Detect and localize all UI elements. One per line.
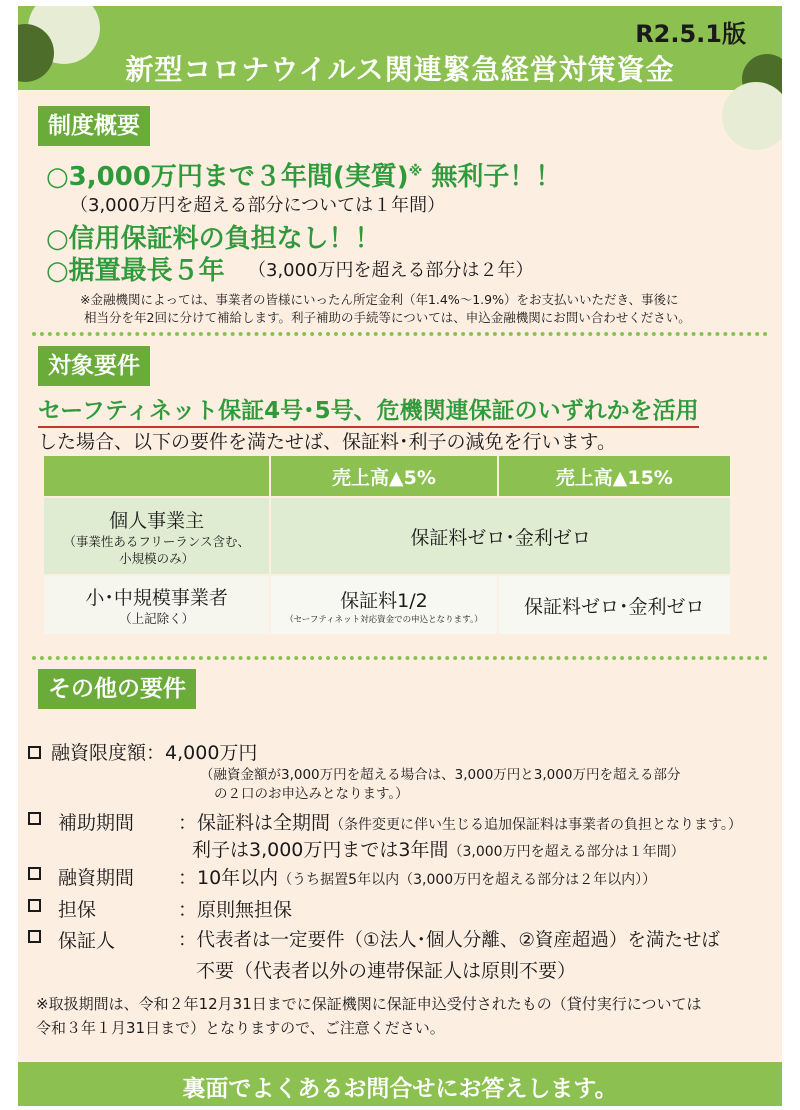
overview-line1-mark: ※ <box>408 163 423 180</box>
deadline-line2: 令和３年１月31日まで）となりますので、ご注意ください。 <box>36 1019 445 1037</box>
row1-sub1: （事業性あるフリーランス含む、 <box>63 533 250 549</box>
decor-circle-light-right <box>722 82 782 150</box>
limit-note2: の２口のお申込みとなります。） <box>214 786 409 802</box>
row2-title: 小･中規模事業者 <box>85 587 228 609</box>
collateral-label: 担保 <box>58 899 97 921</box>
limit-label: 融資限度額： <box>51 742 166 764</box>
dotted-divider <box>32 656 768 660</box>
overview-line3-main: ○据置最長５年 <box>46 256 225 286</box>
overview-note-line1: ※金融機関によっては、事業者の皆様にいったん所定金利（年1.4%～1.9%）をお支払いいただき、事後に <box>80 292 679 307</box>
flyer-page <box>18 6 782 1106</box>
period-value: ：10年以内 <box>178 867 279 889</box>
limit-value: 4,000万円 <box>165 742 258 764</box>
subsidy-line1 <box>178 808 742 835</box>
page-title: 新型コロナウイルス関連緊急経営対策資金 <box>125 53 675 86</box>
overview-line2: ○信用保証料の負担なし！！ <box>46 224 381 254</box>
collateral-value: ：原則無担保 <box>178 899 293 921</box>
table-header-row <box>43 455 731 497</box>
row2-col1: 保証料1/2 <box>340 589 428 612</box>
row-header-sole-proprietor <box>43 497 270 575</box>
footer-text: 裏面でよくあるお問合せにお答えします。 <box>182 1076 618 1102</box>
row2-sub: （上記除く） <box>119 611 195 626</box>
subsidy-note1: （条件変更に伴い生じる追加保証料は事業者の負担となります。） <box>330 817 742 833</box>
requirements-intro: した場合、以下の要件を満たせば、保証料･利子の減免を行います。 <box>38 431 616 453</box>
row2-col1-note: （セーフティネット対応資金での申込となります。） <box>285 614 483 625</box>
overview-line3-sub: （3,000万円を超える部分は２年） <box>248 260 534 281</box>
checkbox-square-icon <box>28 812 41 825</box>
row2-col1-cell <box>270 575 497 635</box>
row1-sub2: 小規模のみ） <box>119 550 195 566</box>
table-row <box>43 575 731 635</box>
section-label-overview: 制度概要 <box>38 106 150 146</box>
subsidy-value1: ：保証料は全期間 <box>178 812 331 834</box>
subsidy-line2 <box>192 835 685 862</box>
subsidy-label: 補助期間 <box>58 812 135 834</box>
overview-line1 <box>46 156 561 193</box>
overview-line1-sub: （3,000万円を超える部分については１年間） <box>70 195 446 216</box>
table-header-col1: 売上高▲5% <box>270 455 497 497</box>
safety-net-line: セーフティネット保証4号･5号、危機関連保証のいずれかを活用 <box>38 392 699 428</box>
overview-line1-main: ○3,000万円まで３年間(実質) <box>46 162 409 192</box>
deadline-line1: ※取扱期間は、令和２年12月31日までに保証機関に保証申込受付されたもの（貸付実行については <box>36 995 702 1013</box>
list-item-limit <box>28 738 257 765</box>
period-label: 融資期間 <box>58 867 135 889</box>
list-item-period <box>28 863 51 885</box>
version-label: R2.5.1版 <box>635 20 746 48</box>
row1-title: 個人事業主 <box>109 509 205 532</box>
section-label-requirements: 対象要件 <box>38 346 150 386</box>
subsidy-value2: 利子は3,000万円までは3年間 <box>192 839 449 861</box>
period-line <box>178 863 656 890</box>
guarantor-value2: 不要（代表者以外の連帯保証人は原則不要） <box>196 960 577 982</box>
checkbox-square-icon <box>28 930 41 943</box>
checkbox-square-icon <box>28 867 41 880</box>
list-item-collateral <box>28 895 51 917</box>
section-label-other: その他の要件 <box>38 669 196 709</box>
row2-col2: 保証料ゼロ･金利ゼロ <box>498 575 731 635</box>
period-note: （うち据置5年以内（3,000万円を超える部分は２年以内）） <box>278 872 657 888</box>
subsidy-note2: （3,000万円を超える部分は１年間） <box>448 844 685 860</box>
limit-note1: （融資金額が3,000万円を超える場合は、3,000万円と3,000万円を超える部分 <box>200 767 681 783</box>
guarantor-value1: ：代表者は一定要件（①法人･個人分離、②資産超過）を満たせば <box>178 930 720 951</box>
checkbox-square-icon <box>28 899 41 912</box>
table-header-empty <box>43 455 270 497</box>
list-item-guarantor <box>28 926 51 948</box>
guarantor-label: 保証人 <box>58 930 116 952</box>
row-header-small-business <box>43 575 270 635</box>
table-row <box>43 497 731 575</box>
list-item-subsidy <box>28 808 51 830</box>
overview-line1-tail: 無利子！！ <box>422 162 562 192</box>
requirements-table <box>42 454 732 636</box>
overview-note-line2: 相当分を年2回に分けて補給します。利子補助の手続等については、申込金融機関にお問い合わせください。 <box>84 310 691 325</box>
table-header-col2: 売上高▲15% <box>498 455 731 497</box>
row1-value: 保証料ゼロ･金利ゼロ <box>270 497 731 575</box>
dotted-divider <box>32 332 768 336</box>
checkbox-square-icon <box>28 746 41 759</box>
